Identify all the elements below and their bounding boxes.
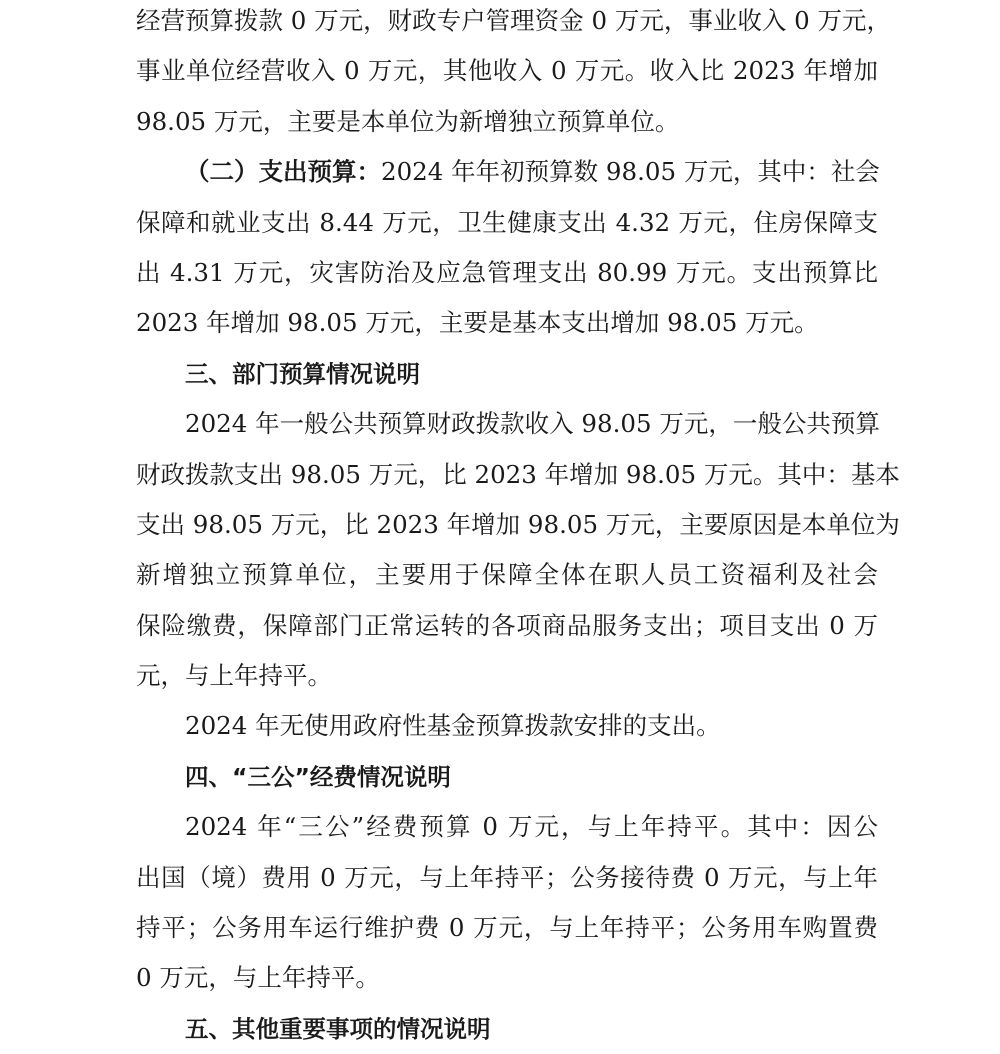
text-line: 98.05 万元，主要是本单位为新增独立预算单位。 bbox=[136, 106, 680, 136]
text-line: 2023 年增加 98.05 万元，主要是基本支出增加 98.05 万元。 bbox=[136, 308, 819, 338]
text-line: 出国（境）费用 0 万元，与上年持平；公务接待费 0 万元，与上年 bbox=[136, 862, 878, 892]
text-line bbox=[136, 147, 878, 197]
text-line: 持平；公务用车运行维护费 0 万元，与上年持平；公务用车购置费 bbox=[136, 913, 878, 943]
text-line: 2024 年“三公”经费预算 0 万元，与上年持平。其中：因公 bbox=[185, 812, 878, 842]
text-line: 财政拨款支出 98.05 万元，比 2023 年增加 98.05 万元。其中：基本 bbox=[136, 459, 900, 489]
text-line: 出 4.31 万元，灾害防治及应急管理支出 80.99 万元。支出预算比 bbox=[136, 257, 878, 287]
text-line: 保障和就业支出 8.44 万元，卫生健康支出 4.32 万元，住房保障支 bbox=[136, 207, 878, 237]
text-line: 保险缴费，保障部门正常运转的各项商品服务支出；项目支出 0 万 bbox=[136, 610, 878, 640]
section-heading-3: 三、部门预算情况说明 bbox=[185, 359, 420, 388]
text-line: 元，与上年持平。 bbox=[136, 661, 332, 691]
subheading-expense: （二）支出预算： bbox=[185, 157, 381, 187]
document-page bbox=[136, 0, 900, 1054]
text-line: 2024 年无使用政府性基金预算拨款安排的支出。 bbox=[185, 711, 721, 741]
text-span: 2024 年年初预算数 98.05 万元，其中：社会 bbox=[381, 157, 880, 187]
text-line: 2024 年一般公共预算财政拨款收入 98.05 万元，一般公共预算 bbox=[185, 409, 880, 439]
text-line: 新增独立预算单位，主要用于保障全体在职人员工资福利及社会 bbox=[136, 560, 878, 590]
section-heading-5: 五、其他重要事项的情况说明 bbox=[185, 1014, 491, 1043]
text-line: 事业单位经营收入 0 万元，其他收入 0 万元。收入比 2023 年增加 bbox=[136, 56, 878, 86]
section-heading-4: 四、“三公”经费情况说明 bbox=[185, 762, 451, 791]
text-line: 支出 98.05 万元，比 2023 年增加 98.05 万元，主要原因是本单位为 bbox=[136, 509, 900, 539]
text-line: 0 万元，与上年持平。 bbox=[136, 963, 380, 993]
text-line: 经营预算拨款 0 万元，财政专户管理资金 0 万元，事业收入 0 万元， bbox=[136, 6, 891, 35]
